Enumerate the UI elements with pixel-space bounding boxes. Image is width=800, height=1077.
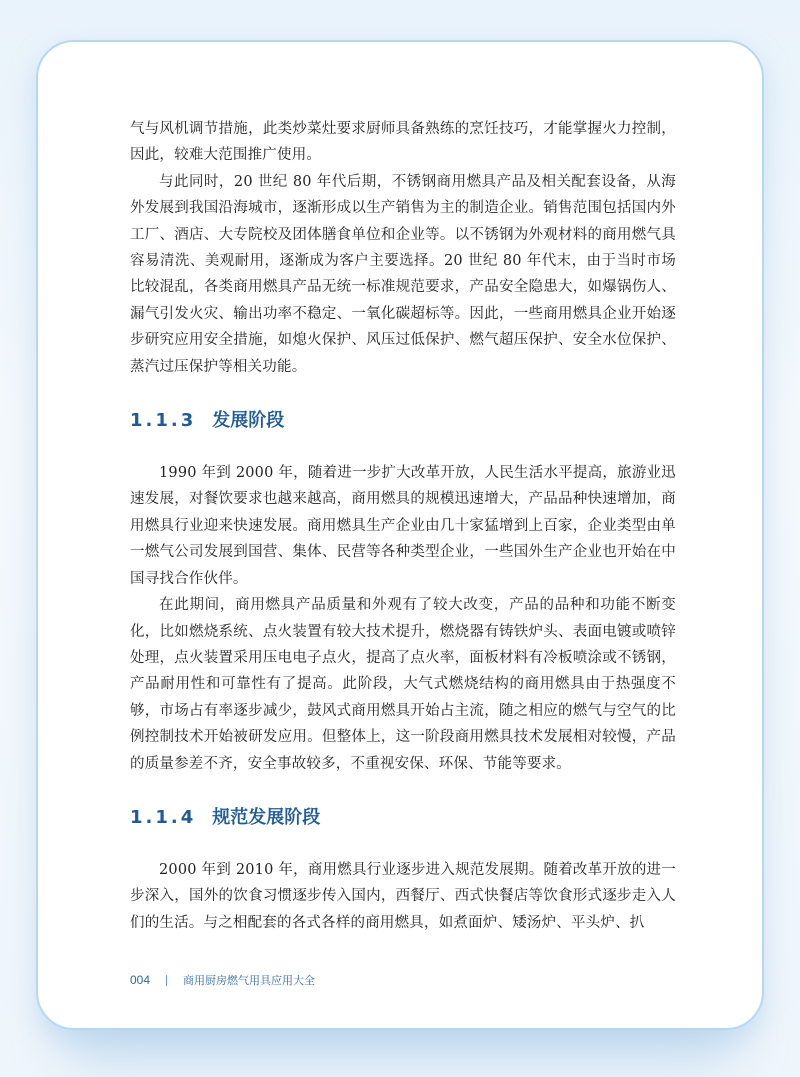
section-number: 1.1.4 bbox=[130, 806, 197, 828]
section-heading-1-1-3 bbox=[130, 406, 676, 432]
page-number: 004 bbox=[130, 973, 151, 987]
section-heading-1-1-4 bbox=[130, 803, 676, 829]
paragraph-continued: 气与风机调节措施，此类炒菜灶要求厨师具备熟练的烹饪技巧，才能掌握火力控制，因此，较难大范围推广使用。 bbox=[130, 121, 676, 164]
paragraph-1990s: 1990 年到 2000 年，随着进一步扩大改革开放，人民生活水平提高，旅游业迅速发展，对餐饮要求也越来越高，商用燃具的规模迅速增大，产品品种快速增加，商用燃具行业迎来快速发展。商用燃具生产企业由几十家猛增到上百家，企业类型由单一燃气公司发展到国营、集体、民营等各种类型企业，一些国外生产企业也开始在中国寻找合作伙伴。 bbox=[130, 465, 676, 587]
section-number: 1.1.3 bbox=[130, 410, 197, 432]
paragraph-2000s: 2000 年到 2010 年，商用燃具行业逐步进入规范发展期。随着改革开放的进一步深入，国外的饮食习惯逐步传入国内，西餐厅、西式快餐店等饮食形式逐步走入人们的生活。与之相配套的各式各样的商用燃具，如煮面炉、矮汤炉、平头炉、扒 bbox=[130, 861, 676, 931]
book-title: 商用厨房燃气用具应用大全 bbox=[183, 974, 316, 987]
page-card bbox=[36, 40, 764, 1030]
page-content bbox=[130, 116, 676, 936]
paragraph-history-80s: 与此同时，20 世纪 80 年代后期，不锈钢商用燃具产品及相关配套设备，从海外发展到我国沿海城市，逐渐形成以生产销售为主的制造企业。销售范围包括国内外工厂、酒店、大专院校及团体膳食单位和企业等。以不锈钢为外观材料的商用燃气具容易清洗、美观耐用，逐渐成为客户主要选择。20 世纪 80 年代末，由于当时市场比较混乱，各类商用燃具产品无统一标准规范要求，产品安全隐患大，如爆锅伤人、漏气引发火灾、输出功率不稳定、一氧化碳超标等。因此，一些商用燃具企业开始逐步研究应用安全措施，如熄火保护、风压过低保护、燃气超压保护、安全水位保护、蒸汽过压保护等相关功能。 bbox=[130, 173, 676, 375]
footer-divider bbox=[166, 975, 167, 986]
section-title: 规范发展阶段 bbox=[212, 806, 321, 828]
section-title: 发展阶段 bbox=[212, 410, 285, 432]
page-footer bbox=[130, 972, 315, 988]
paragraph-quality-changes: 在此期间，商用燃具产品质量和外观有了较大改变，产品的品种和功能不断变化，比如燃烧系统、点火装置有较大技术提升，燃烧器有铸铁炉头、表面电镀或喷锌处理，点火装置采用压电电子点火，提高了点火率，面板材料有冷板喷涂或不锈钢，产品耐用性和可靠性有了提高。此阶段，大气式燃烧结构的商用燃具由于热强度不够，市场占有率逐步减少，鼓风式商用燃具开始占主流，随之相应的燃气与空气的比例控制技术开始被研发应用。但整体上，这一阶段商用燃具技术发展相对较慢，产品的质量参差不齐，安全事故较多，不重视安保、环保、节能等要求。 bbox=[130, 597, 676, 772]
